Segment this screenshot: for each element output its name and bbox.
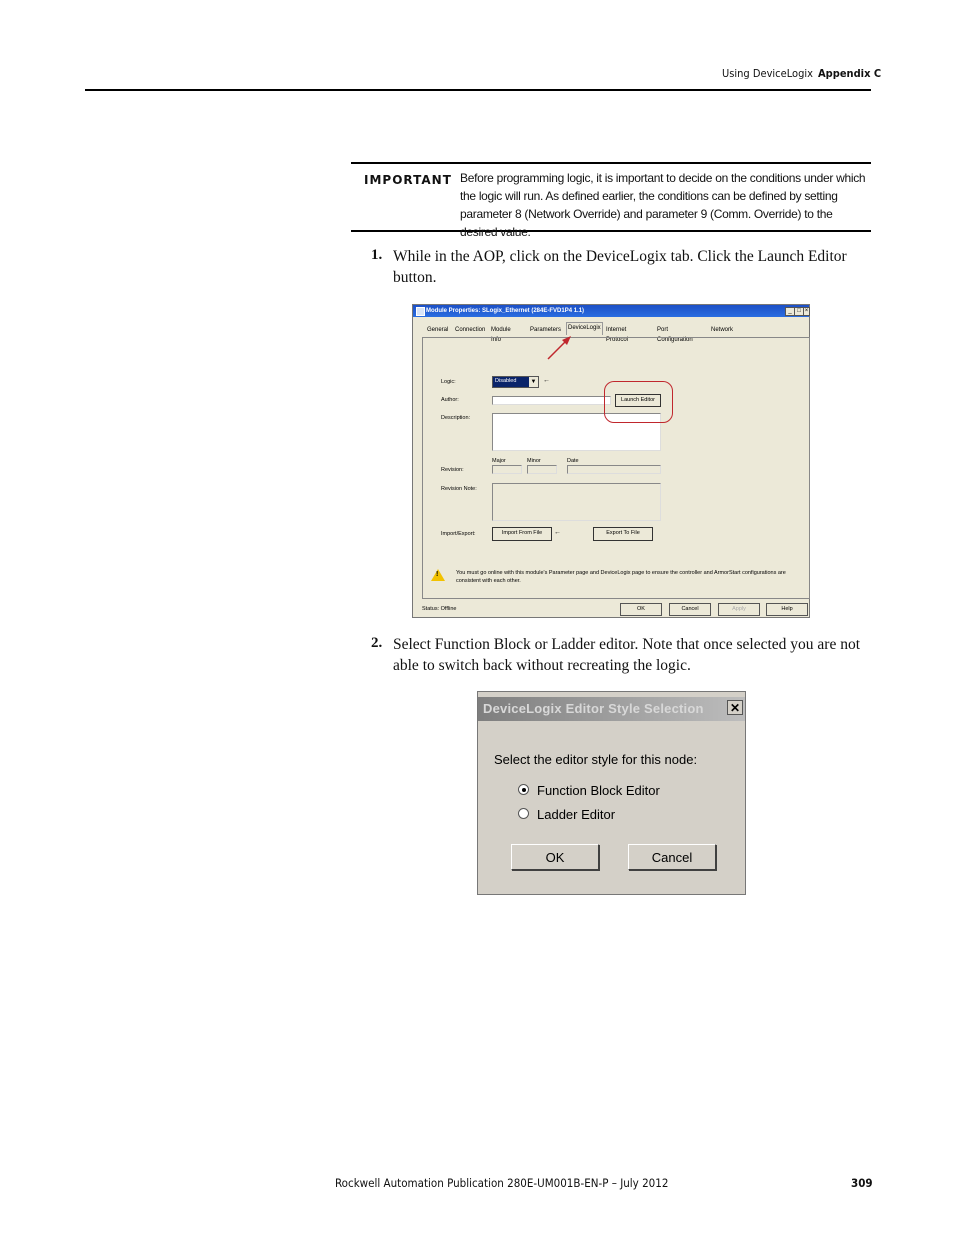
- step-1-text: While in the AOP, click on the DeviceLogix tab. Click the Launch Editor button.: [393, 248, 847, 286]
- running-header-section: Using DeviceLogix: [722, 67, 813, 80]
- help-button[interactable]: Help: [766, 603, 808, 616]
- author-label: Author:: [441, 397, 459, 403]
- logic-label: Logic:: [441, 379, 456, 385]
- major-label: Major: [492, 458, 506, 464]
- radio-selected-dot: [522, 788, 526, 792]
- page-number: 309: [851, 1176, 873, 1190]
- logic-select-value: Disabled: [495, 378, 517, 384]
- tab-module-info[interactable]: Module Info: [491, 327, 511, 343]
- footer-publication: Rockwell Automation Publication 280E-UM001B-EN-P – July 2012: [335, 1176, 669, 1190]
- tab-network[interactable]: Network: [711, 327, 734, 333]
- tab-general[interactable]: General: [427, 327, 449, 333]
- minimize-icon[interactable]: _: [785, 307, 795, 316]
- status-text: Status: Offline: [422, 606, 457, 612]
- import-export-label: Import/Export:: [441, 531, 476, 537]
- important-box: [351, 162, 871, 239]
- apply-button[interactable]: Apply: [718, 603, 760, 616]
- revision-date-field: [567, 465, 661, 474]
- function-block-option-label[interactable]: Function Block Editor: [537, 783, 660, 798]
- arrow-left-icon: ←: [543, 377, 550, 384]
- step-2-text: Select Function Block or Ladder editor. Note that once selected you are not able to switch back without recreating the logic.: [393, 636, 861, 674]
- minor-label: Minor: [527, 458, 541, 464]
- ladder-editor-option-label[interactable]: Ladder Editor: [537, 807, 616, 822]
- revision-minor-field: [527, 465, 557, 474]
- warning-text: You must go online with this module's Parameter page and DeviceLogix page to ensure the controller and ArmorStart configurations are consistent with each other.: [456, 570, 786, 584]
- window-app-icon: [416, 307, 425, 316]
- revision-major-field: [492, 465, 522, 474]
- revision-note-field: [492, 483, 661, 521]
- ladder-editor-radio[interactable]: [518, 808, 529, 819]
- important-label: IMPORTANT: [364, 173, 452, 187]
- header-rule: [85, 89, 871, 91]
- chevron-down-icon[interactable]: ▼: [530, 379, 537, 385]
- date-label: Date: [567, 458, 579, 464]
- export-to-file-button[interactable]: Export To File: [593, 527, 653, 541]
- revision-note-label: Revision Note:: [441, 486, 477, 492]
- editor-style-prompt: Select the editor style for this node:: [494, 752, 698, 767]
- close-icon[interactable]: ×: [804, 308, 809, 314]
- step-1-number: 1.: [371, 247, 383, 263]
- tab-internet-protocol[interactable]: Internet Protocol: [606, 327, 629, 343]
- cancel-button[interactable]: Cancel: [628, 844, 716, 870]
- tab-devicelogix[interactable]: DeviceLogix: [566, 322, 603, 335]
- tab-connection[interactable]: Connection: [455, 327, 486, 333]
- revision-label: Revision:: [441, 467, 464, 473]
- ok-button[interactable]: OK: [511, 844, 599, 870]
- function-block-radio[interactable]: [518, 784, 529, 795]
- launch-editor-callout: [604, 381, 673, 423]
- launch-editor-button[interactable]: Launch Editor: [615, 394, 661, 407]
- module-properties-title: Module Properties: SLogix_Ethernet (284E-FVD1P4 1.1): [426, 308, 585, 314]
- step-2-number: 2.: [371, 635, 383, 651]
- module-properties-screenshot: [412, 304, 810, 618]
- editor-style-title: DeviceLogix Editor Style Selection: [483, 701, 704, 716]
- tab-parameters[interactable]: Parameters: [530, 327, 562, 333]
- important-text: Before programming logic, it is important to decide on the conditions under which the logic will run. As defined earlier, the conditions can be defined by setting parameter 8 (Network Override) and parameter 9 (Comm. Override) to the desired value.: [460, 171, 866, 239]
- close-icon[interactable]: ✕: [727, 700, 743, 715]
- editor-style-dialog-screenshot: [477, 691, 746, 895]
- description-label: Description:: [441, 415, 471, 421]
- maximize-icon[interactable]: □: [794, 307, 804, 316]
- author-input[interactable]: [492, 396, 611, 405]
- ok-button[interactable]: OK: [620, 603, 662, 616]
- warning-icon-mark: !: [436, 571, 439, 578]
- running-header-appendix: Appendix C: [818, 67, 882, 80]
- arrow-left-icon: ←: [554, 529, 561, 536]
- arrow-up-right-icon: [545, 334, 575, 362]
- import-from-file-button[interactable]: Import From File: [492, 527, 552, 541]
- tab-port-configuration[interactable]: Port Configuration: [657, 327, 693, 343]
- cancel-button[interactable]: Cancel: [669, 603, 711, 616]
- module-properties-titlebar: [413, 305, 809, 317]
- logic-select[interactable]: [492, 376, 539, 388]
